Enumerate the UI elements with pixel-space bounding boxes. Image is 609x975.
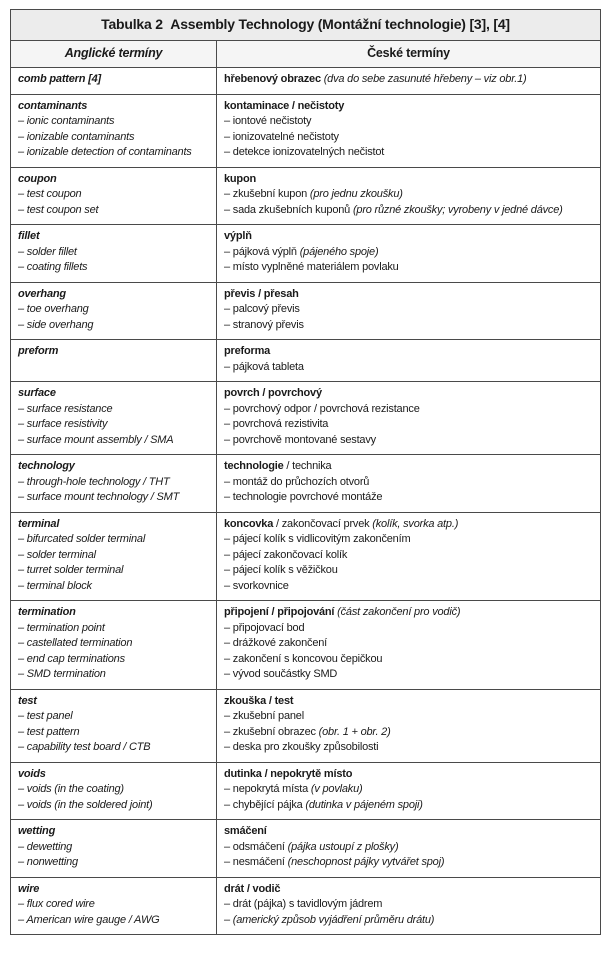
english-sub-term: – coating fillets: [18, 261, 88, 273]
czech-sub-term: – připojovací bod: [224, 621, 305, 634]
czech-main-term: smáčení: [224, 825, 267, 837]
english-term-content: [11, 95, 216, 167]
czech-sub-term-line: [224, 855, 593, 871]
english-sub-term: – American wire gauge / AWG: [18, 913, 160, 926]
czech-sub-term-line: [224, 417, 593, 433]
table-row: [11, 68, 601, 95]
english-term-content: [11, 820, 216, 877]
czech-sub-term-line: [224, 260, 593, 276]
english-sub-term: – test pattern: [18, 725, 80, 738]
table-row: [11, 820, 601, 878]
czech-sub-term: – ionizovatelné nečistoty: [224, 130, 339, 143]
czech-sub-term: – montáž do průchozích otvorů: [224, 475, 370, 488]
czech-main-term: hřebenový obrazec: [224, 73, 321, 85]
czech-sub-term-line: [224, 360, 593, 376]
czech-sub-term: – palcový převis: [224, 303, 300, 315]
czech-sub-term-note: – (americký způsob vyjádření průměru drátu): [224, 913, 435, 926]
czech-term-content: [217, 455, 600, 512]
czech-sub-term: – detekce ionizovatelných nečistot: [224, 146, 385, 158]
czech-term-content: [217, 168, 600, 225]
czech-main-term: kontaminace / nečistoty: [224, 99, 345, 112]
czech-sub-term: – deska pro zkoušky způsobilosti: [224, 741, 379, 753]
english-term-content: [11, 68, 216, 94]
table-references: [3], [4]: [469, 16, 510, 33]
czech-term-cell: [217, 167, 601, 225]
czech-sub-term-line: [224, 840, 593, 856]
english-term-cell: [11, 512, 217, 601]
czech-sub-term-note: (dutinka v pájeném spoji): [305, 798, 423, 811]
czech-term-cell: [217, 455, 601, 513]
czech-sub-term-line: [224, 897, 593, 913]
czech-term-cell: [217, 877, 601, 935]
table-title-main: Assembly Technology (Montážní technologie): [170, 16, 466, 33]
czech-term-content: [217, 878, 600, 935]
czech-sub-term-line: [224, 490, 593, 506]
czech-sub-term-line: [224, 725, 593, 741]
terminology-table: [10, 9, 601, 935]
czech-sub-term: – iontové nečistoty: [224, 115, 312, 127]
english-sub-term: – through-hole technology / THT: [18, 475, 170, 488]
czech-main-term: povrch / povrchový: [224, 387, 322, 399]
english-term-content: [11, 455, 216, 512]
english-sub-term: – bifurcated solder terminal: [18, 533, 146, 545]
english-sub-term: – test coupon: [18, 188, 82, 200]
english-term-cell: [11, 877, 217, 935]
column-header-czech: České termíny: [217, 41, 601, 68]
czech-term-cell: [217, 225, 601, 283]
czech-main-term-line: [224, 694, 593, 710]
table-row: [11, 877, 601, 935]
table-row: [11, 167, 601, 225]
czech-sub-term-line: [224, 433, 593, 449]
czech-sub-term-line: [224, 913, 593, 929]
english-sub-term: – test coupon set: [18, 203, 99, 216]
czech-term-cell: [217, 340, 601, 382]
english-sub-term: – ionizable contaminants: [18, 130, 135, 143]
czech-sub-term-note: (pájka ustoupí z plošky): [287, 840, 399, 853]
english-main-term: overhang: [18, 287, 66, 300]
english-sub-term: – solder fillet: [18, 245, 77, 258]
english-term-content: [11, 513, 216, 601]
english-term-cell: [11, 382, 217, 455]
czech-main-term-line: [224, 767, 593, 783]
table-row: [11, 225, 601, 283]
english-main-term: test: [18, 694, 37, 707]
table-row: [11, 340, 601, 382]
czech-sub-term: – sada zkušebních kuponů: [224, 203, 351, 216]
czech-term-cell: [217, 68, 601, 95]
english-term-cell: [11, 689, 217, 762]
czech-sub-term: – místo vyplněné materiálem povlaku: [224, 261, 399, 273]
english-term-cell: [11, 282, 217, 340]
english-sub-term: – ionizable detection of contaminants: [18, 146, 192, 158]
english-sub-term: – test panel: [18, 710, 73, 722]
czech-sub-term-line: [224, 740, 593, 756]
czech-main-term-line: [224, 172, 593, 188]
english-term-content: [11, 225, 216, 282]
english-sub-term: – surface resistivity: [18, 418, 108, 430]
english-sub-term: – voids (in the coating): [18, 783, 124, 795]
czech-sub-term-note: (pro jednu zkoušku): [309, 188, 403, 200]
table-body: [11, 68, 601, 935]
english-sub-term: – capability test board / CTB: [18, 741, 151, 753]
czech-term-content: [217, 690, 600, 762]
czech-term-content: [217, 763, 600, 820]
czech-main-term: výplň: [224, 230, 252, 242]
table-row: [11, 689, 601, 762]
table-row: [11, 94, 601, 167]
czech-main-term-line: [224, 72, 593, 88]
english-sub-term: – side overhang: [18, 318, 94, 331]
czech-term-cell: [217, 689, 601, 762]
czech-sub-term: – pájková výplň: [224, 245, 297, 258]
czech-main-term-line: [224, 882, 593, 898]
czech-term-content: [217, 68, 600, 94]
english-main-term: terminal: [18, 517, 60, 530]
czech-main-term-line: [224, 344, 593, 360]
english-term-content: [11, 340, 216, 366]
english-sub-term: – SMD termination: [18, 668, 106, 680]
czech-term-content: [217, 820, 600, 877]
czech-term-cell: [217, 512, 601, 601]
czech-sub-term: – drážkové zakončení: [224, 637, 328, 649]
czech-sub-term-line: [224, 130, 593, 146]
english-term-cell: [11, 167, 217, 225]
czech-sub-term-note: (pájeného spoje): [299, 245, 379, 258]
english-term-cell: [11, 762, 217, 820]
english-term-cell: [11, 94, 217, 167]
english-main-term: voids: [18, 767, 46, 780]
english-main-term: coupon: [18, 172, 57, 185]
table-row: [11, 762, 601, 820]
column-header-english: Anglické termíny: [11, 41, 217, 68]
czech-term-content: [217, 95, 600, 167]
english-term-content: [11, 690, 216, 762]
table-row: [11, 455, 601, 513]
czech-sub-term: – povrchový odpor / povrchová rezistance: [224, 402, 420, 415]
czech-sub-term-note: (v povlaku): [310, 783, 363, 795]
english-sub-term: – turret solder terminal: [18, 564, 124, 576]
czech-sub-term-line: [224, 532, 593, 548]
czech-main-term-note: (kolík, svorka atp.): [372, 517, 459, 530]
title-row: [11, 10, 601, 41]
czech-main-term-line: [224, 517, 593, 533]
czech-main-term-line: [224, 229, 593, 245]
english-term-content: [11, 878, 216, 935]
czech-main-term-line: [224, 386, 593, 402]
czech-sub-term: – technologie povrchové montáže: [224, 491, 383, 503]
czech-sub-term: – stranový převis: [224, 318, 304, 331]
english-sub-term: – nonwetting: [18, 856, 78, 868]
english-main-term: comb pattern [4]: [18, 73, 101, 85]
czech-sub-term-line: [224, 709, 593, 725]
czech-sub-term: – nepokrytá místa: [224, 783, 309, 795]
english-term-cell: [11, 601, 217, 690]
czech-term-cell: [217, 382, 601, 455]
czech-term-cell: [217, 762, 601, 820]
czech-main-term: preforma: [224, 345, 271, 357]
czech-sub-term-line: [224, 203, 593, 219]
english-sub-term: – surface mount technology / SMT: [18, 491, 180, 503]
czech-term-content: [217, 382, 600, 454]
english-main-term: fillet: [18, 230, 40, 242]
czech-main-term: kupon: [224, 172, 256, 185]
table-title: [11, 10, 601, 41]
czech-sub-term-line: [224, 667, 593, 683]
czech-sub-term-line: [224, 621, 593, 637]
czech-sub-term-line: [224, 579, 593, 595]
czech-main-term-note: (dva do sebe zasunuté hřebeny – viz obr.1): [323, 73, 527, 85]
czech-main-term: připojení / připojování: [224, 606, 335, 618]
czech-sub-term: – pájecí kolík s vidlicovitým zakončením: [224, 533, 411, 545]
czech-main-term: dutinka / nepokrytě místo: [224, 767, 353, 780]
czech-sub-term: – odsmáčení: [224, 840, 285, 853]
table-row: [11, 601, 601, 690]
czech-term-content: [217, 601, 600, 689]
czech-sub-term-line: [224, 782, 593, 798]
czech-sub-term-line: [224, 798, 593, 814]
czech-sub-term-line: [224, 114, 593, 130]
czech-sub-term-line: [224, 636, 593, 652]
english-sub-term: – terminal block: [18, 579, 92, 592]
czech-main-term-note: (část zakončení pro vodič): [337, 606, 461, 618]
english-sub-term: – surface resistance: [18, 402, 113, 415]
english-term-content: [11, 168, 216, 225]
czech-sub-term: – nesmáčení: [224, 856, 285, 868]
english-main-term: technology: [18, 460, 75, 472]
czech-sub-term-line: [224, 402, 593, 418]
czech-sub-term-note: (obr. 1 + obr. 2): [318, 725, 391, 738]
czech-main-term: drát / vodič: [224, 882, 281, 895]
czech-sub-term: – chybějící pájka: [224, 798, 303, 811]
czech-main-term-tail: / technika: [283, 460, 332, 472]
czech-sub-term-line: [224, 652, 593, 668]
czech-main-term-line: [224, 605, 593, 621]
czech-sub-term: – vývod součástky SMD: [224, 668, 338, 680]
english-sub-term: – toe overhang: [18, 303, 89, 315]
czech-term-cell: [217, 820, 601, 878]
czech-sub-term-line: [224, 145, 593, 161]
table-row: [11, 282, 601, 340]
czech-sub-term: – pájecí zakončovací kolík: [224, 548, 348, 561]
czech-sub-term: – pájková tableta: [224, 360, 304, 373]
english-term-cell: [11, 455, 217, 513]
czech-sub-term-line: [224, 563, 593, 579]
english-main-term: contaminants: [18, 99, 88, 112]
czech-main-term: převis / přesah: [224, 287, 299, 300]
czech-main-term-line: [224, 287, 593, 303]
czech-sub-term: – svorkovnice: [224, 579, 289, 592]
czech-sub-term: – zkušební panel: [224, 710, 304, 722]
czech-term-content: [217, 225, 600, 282]
english-main-term: wetting: [18, 825, 56, 837]
czech-main-term: zkouška / test: [224, 694, 294, 707]
table-row: [11, 382, 601, 455]
english-sub-term: – surface mount assembly / SMA: [18, 433, 174, 446]
english-term-content: [11, 283, 216, 340]
czech-sub-term-note: (pro různé zkoušky; vyrobeny v jedné dávce): [352, 203, 563, 216]
czech-sub-term-line: [224, 548, 593, 564]
english-main-term: surface: [18, 387, 56, 399]
czech-main-term-line: [224, 824, 593, 840]
english-sub-term: – solder terminal: [18, 548, 96, 561]
english-sub-term: – dewetting: [18, 840, 73, 853]
czech-sub-term: – povrchově montované sestavy: [224, 433, 376, 446]
czech-sub-term: – povrchová rezistivita: [224, 418, 329, 430]
czech-main-term-line: [224, 99, 593, 115]
header-row: [11, 41, 601, 68]
czech-term-content: [217, 513, 600, 601]
czech-sub-term: – drát (pájka) s tavidlovým jádrem: [224, 898, 383, 910]
czech-sub-term-line: [224, 302, 593, 318]
czech-main-term-tail: / zakončovací prvek: [273, 517, 370, 530]
czech-term-cell: [217, 282, 601, 340]
english-main-term: wire: [18, 882, 40, 895]
english-term-content: [11, 382, 216, 454]
czech-sub-term-line: [224, 475, 593, 491]
english-main-term: preform: [18, 345, 59, 357]
table-row: [11, 512, 601, 601]
english-sub-term: – termination point: [18, 621, 105, 634]
czech-term-content: [217, 340, 600, 381]
english-sub-term: – voids (in the soldered joint): [18, 798, 153, 811]
table-label: Tabulka 2: [101, 16, 163, 33]
czech-sub-term-line: [224, 318, 593, 334]
english-term-cell: [11, 340, 217, 382]
english-sub-term: – ionic contaminants: [18, 115, 115, 127]
czech-sub-term: – zkušební kupon: [224, 188, 308, 200]
czech-term-content: [217, 283, 600, 340]
english-sub-term: – end cap terminations: [18, 652, 125, 665]
czech-sub-term: – zakončení s koncovou čepičkou: [224, 652, 383, 665]
english-term-cell: [11, 225, 217, 283]
english-term-cell: [11, 820, 217, 878]
czech-sub-term: – pájecí kolík s věžičkou: [224, 564, 338, 576]
czech-sub-term: – zkušební obrazec: [224, 725, 316, 738]
czech-main-term: technologie: [224, 460, 284, 472]
czech-sub-term-line: [224, 245, 593, 261]
english-term-content: [11, 763, 216, 820]
english-sub-term: – castellated termination: [18, 637, 133, 649]
english-term-content: [11, 601, 216, 689]
czech-main-term: koncovka: [224, 517, 274, 530]
english-main-term: termination: [18, 606, 76, 618]
english-term-cell: [11, 68, 217, 95]
english-sub-term: – flux cored wire: [18, 898, 95, 910]
czech-main-term-line: [224, 459, 593, 475]
czech-term-cell: [217, 94, 601, 167]
czech-sub-term-note: (neschopnost pájky vytvářet spoj): [287, 856, 445, 868]
czech-term-cell: [217, 601, 601, 690]
czech-sub-term-line: [224, 187, 593, 203]
